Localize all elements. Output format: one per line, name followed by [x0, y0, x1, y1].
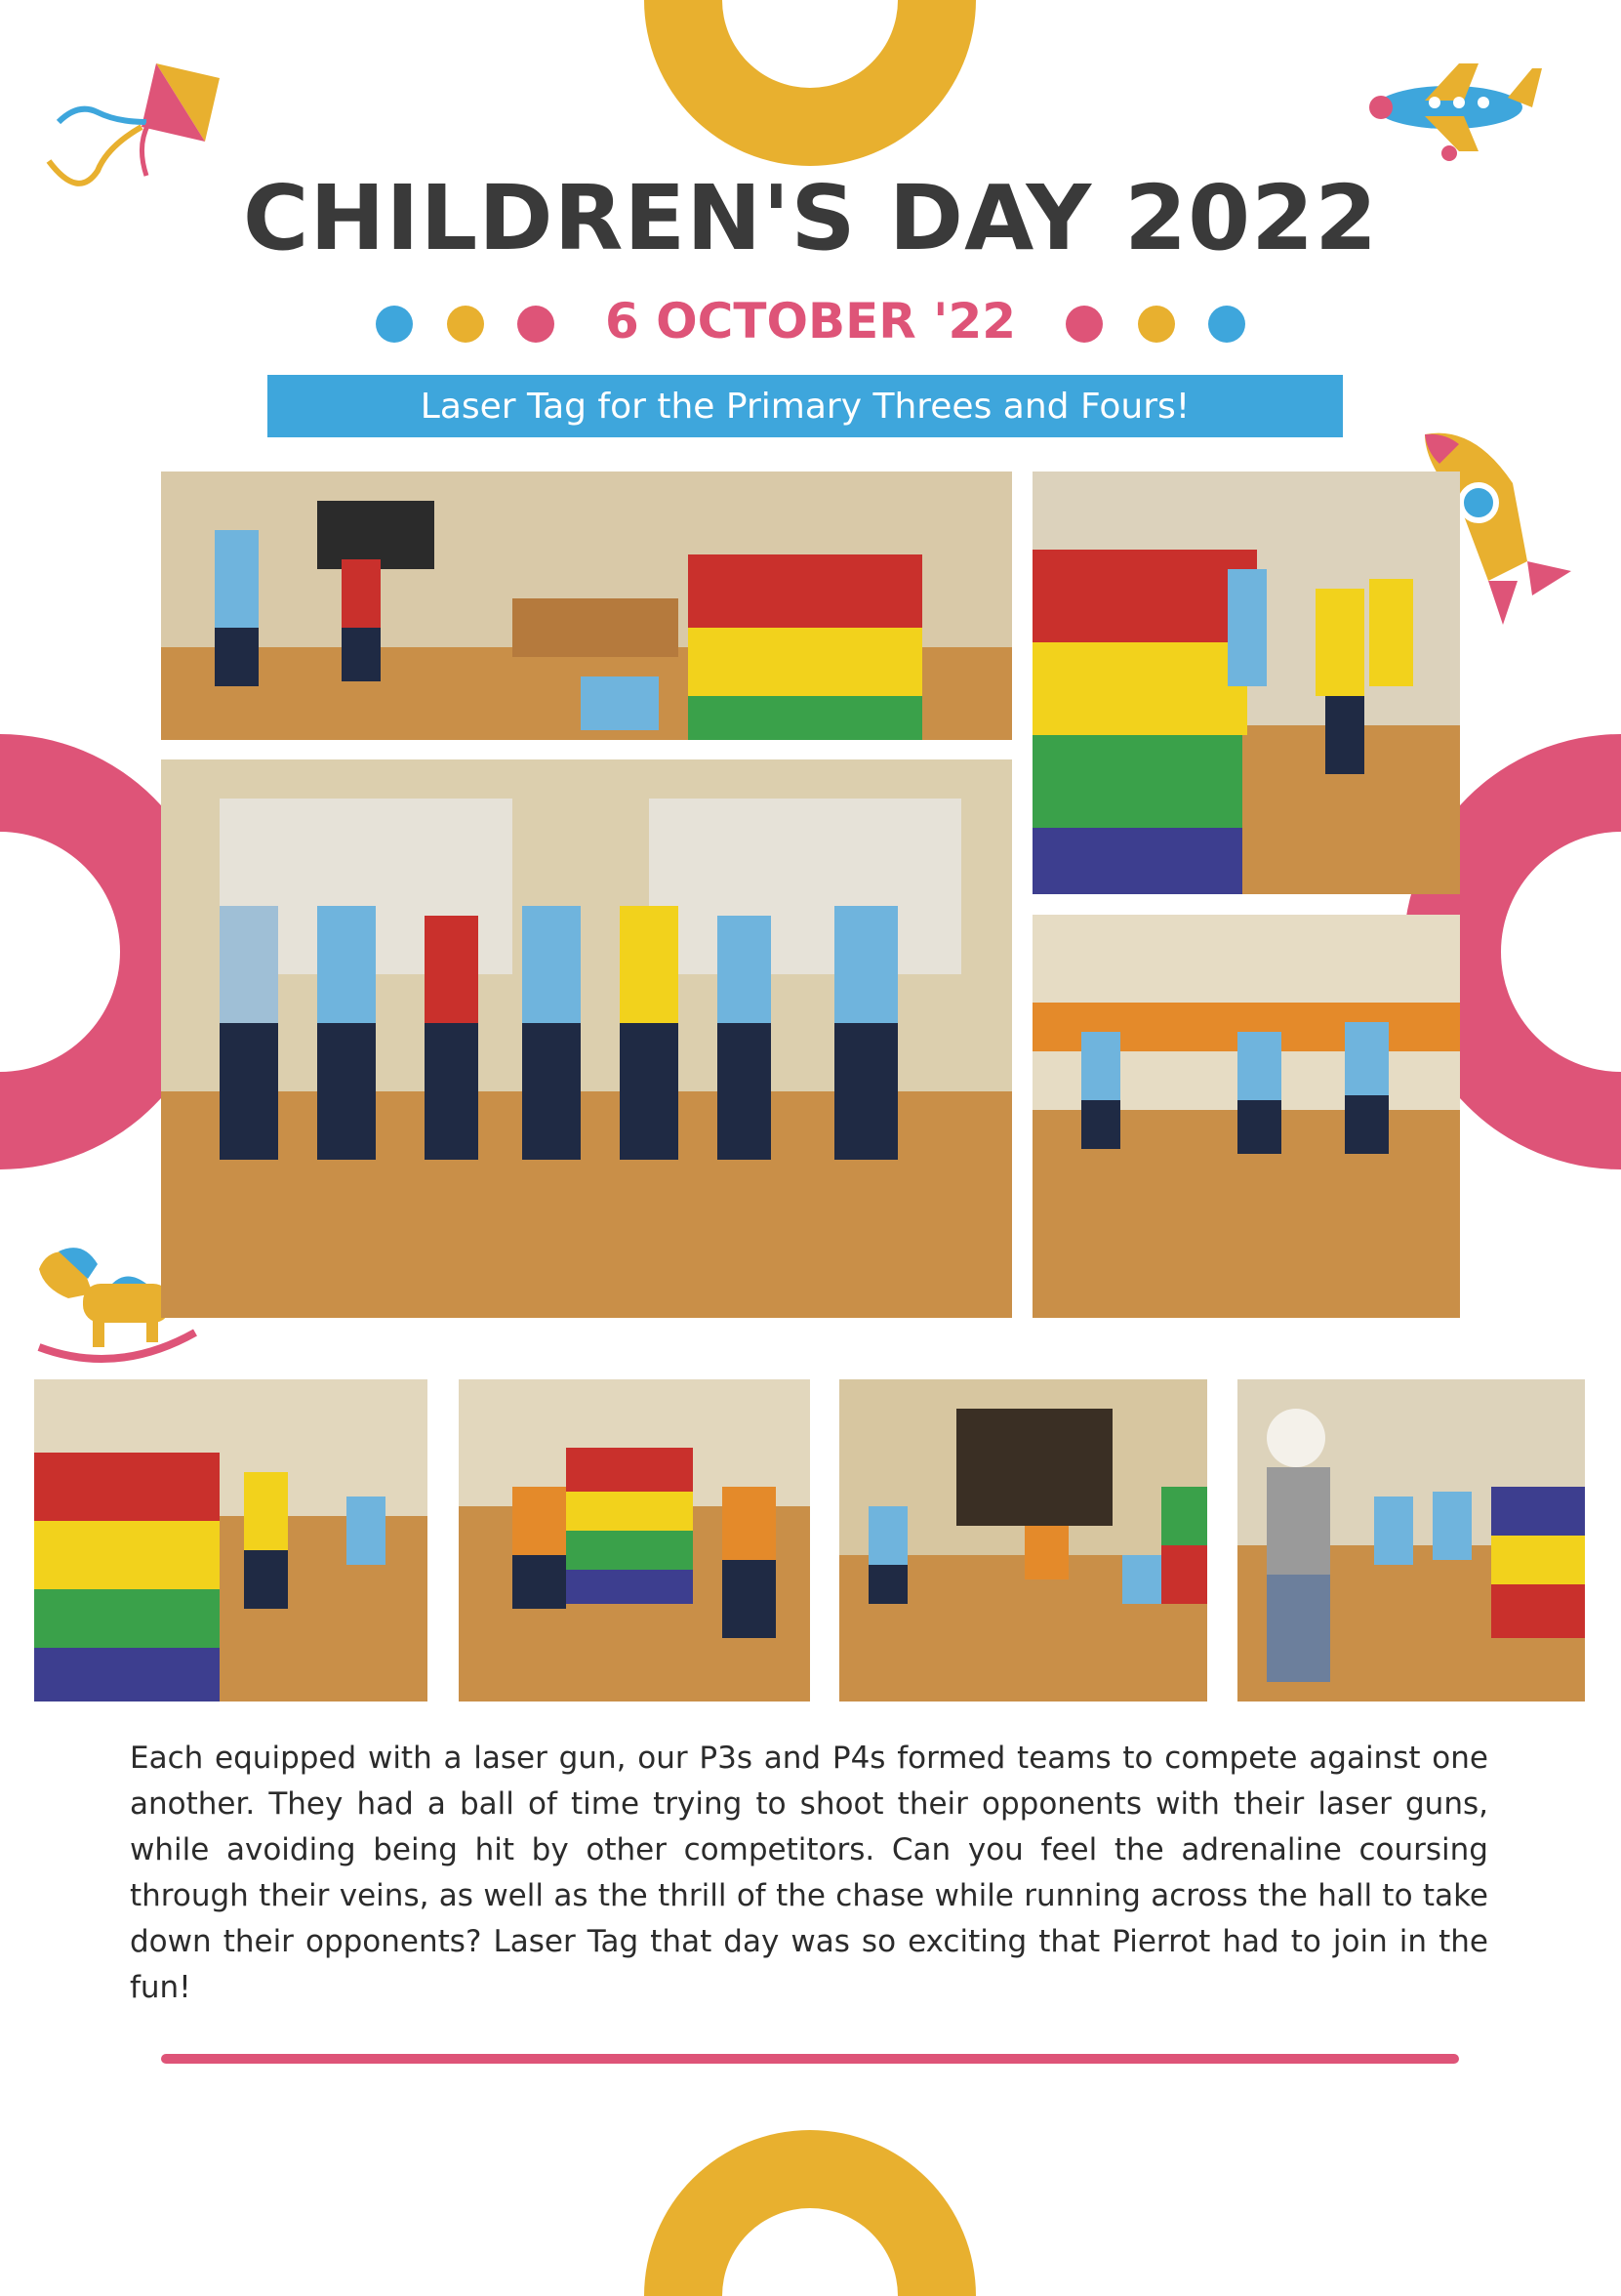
photo-pierrot	[1237, 1379, 1585, 1702]
photo-laser-tag-1	[161, 472, 1012, 740]
footer-divider	[161, 2054, 1459, 2064]
event-date: 6 OCTOBER '22	[604, 293, 1017, 349]
photo-laser-tag-2	[1033, 472, 1460, 894]
photo-laser-tag-4	[34, 1379, 427, 1702]
bottom-yellow-ring	[644, 2118, 976, 2296]
page-title: CHILDREN'S DAY 2022	[242, 166, 1379, 270]
subtitle-banner: Laser Tag for the Primary Threes and Fours!	[267, 375, 1343, 437]
photo-laser-tag-6	[839, 1379, 1207, 1702]
photo-laser-tag-5	[459, 1379, 810, 1702]
decor-dot	[1138, 306, 1175, 343]
body-paragraph: Each equipped with a laser gun, our P3s and P4s formed teams to compete against one another. They had a ball of time trying to shoot their opponents with their laser guns, while avoiding being hit by other competitors. Can you feel the adrenaline coursing through their veins, as well as the thrill of the chase while running across the hall to take down their opponents? Laser Tag that day was so exciting that Pierrot had to join in the fun!	[130, 1741, 1488, 2005]
airplane-icon	[1366, 54, 1552, 166]
decor-dot	[1208, 306, 1245, 343]
photo-group-pose	[161, 759, 1012, 1318]
photo-laser-tag-3	[1033, 915, 1460, 1318]
top-yellow-ring	[644, 0, 976, 171]
decor-dot	[1066, 306, 1103, 343]
